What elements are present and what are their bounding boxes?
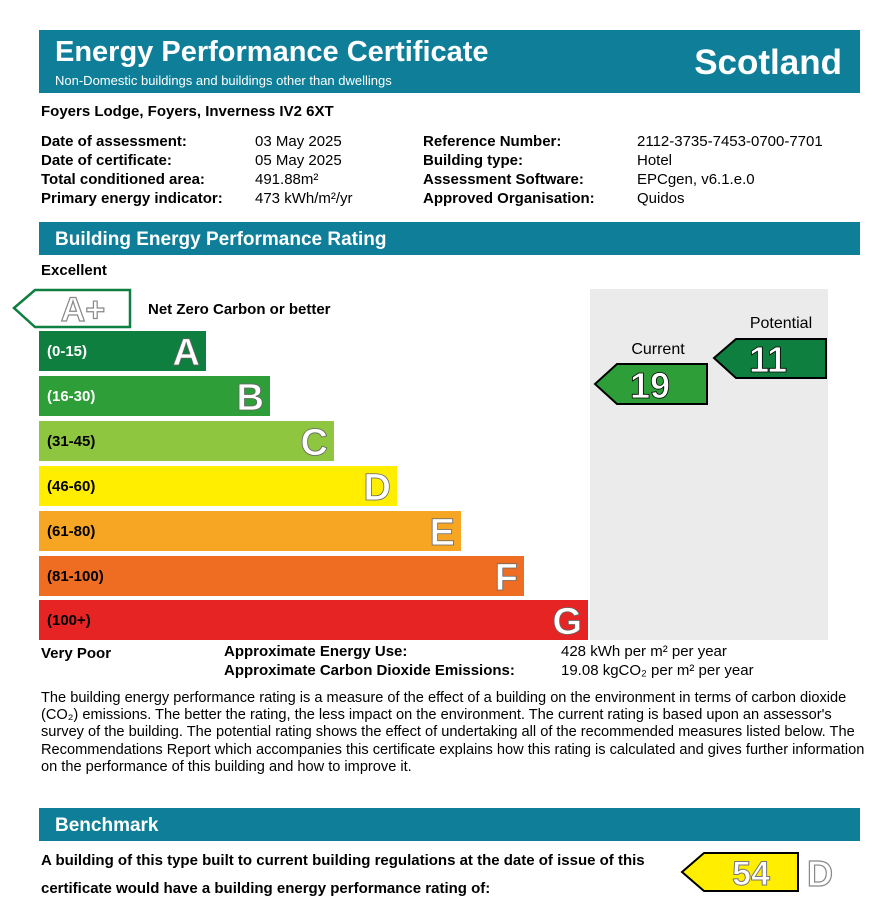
- band-range: (46-60): [47, 478, 96, 495]
- net-zero-letter: A+: [60, 291, 106, 329]
- band-range: (61-80): [47, 523, 96, 540]
- detail-label: Approved Organisation:: [423, 190, 595, 207]
- co2-value: 19.08 kgCO₂ per m² per year: [561, 662, 754, 679]
- current-rating-value: 19: [629, 365, 671, 406]
- band-a: [39, 331, 206, 374]
- band-b: [39, 376, 270, 419]
- current-label: Current: [631, 341, 685, 358]
- band-bar: [39, 600, 588, 640]
- detail-value: 2112-3735-7453-0700-7701: [637, 133, 823, 150]
- band-letter: D: [363, 467, 391, 509]
- excellent-label: Excellent: [41, 262, 107, 279]
- country-label: Scotland: [694, 43, 842, 82]
- net-zero-band: [14, 290, 130, 329]
- detail-value: 473 kWh/m²/yr: [255, 190, 353, 207]
- benchmark-value: 54: [732, 855, 770, 893]
- certificate-subtitle: Non-Domestic buildings and buildings other than dwellings: [55, 73, 392, 88]
- detail-value: Quidos: [637, 190, 685, 207]
- band-e: [39, 511, 461, 554]
- detail-value: Hotel: [637, 152, 673, 169]
- detail-label: Building type:: [423, 152, 523, 169]
- band-f: [39, 556, 524, 599]
- potential-rating-value: 11: [748, 339, 788, 380]
- certificate-title: Energy Performance Certificate: [55, 36, 489, 68]
- detail-value: 03 May 2025: [255, 133, 342, 150]
- band-bar: [39, 511, 461, 551]
- detail-label: Date of certificate:: [41, 152, 172, 169]
- energy-use-value: 428 kWh per m² per year: [561, 643, 727, 660]
- band-range: (0-15): [47, 343, 88, 360]
- benchmark-text: A building of this type built to current building regulations at the date of issue of this certificate would have a building energy performance rating of:: [41, 852, 645, 897]
- band-range: (31-45): [47, 433, 96, 450]
- detail-label: Reference Number:: [423, 133, 562, 150]
- benchmark-rating: [670, 848, 840, 898]
- benchmark-letter: D: [807, 853, 833, 894]
- band-letter: G: [552, 601, 582, 643]
- band-letter: F: [494, 557, 518, 599]
- very-poor-label: Very Poor: [41, 645, 112, 662]
- detail-label: Total conditioned area:: [41, 171, 205, 188]
- band-range: (81-100): [47, 568, 104, 585]
- band-letter: B: [236, 377, 264, 419]
- band-g: [39, 600, 588, 643]
- detail-value: 05 May 2025: [255, 152, 342, 169]
- energy-use-label: Approximate Energy Use:: [224, 643, 408, 660]
- band-d: [39, 466, 397, 509]
- band-bar: [39, 556, 524, 596]
- band-range: (100+): [47, 612, 91, 629]
- property-address: Foyers Lodge, Foyers, Inverness IV2 6XT: [41, 103, 334, 120]
- potential-label: Potential: [749, 315, 813, 332]
- rating-section-title: Building Energy Performance Rating: [55, 229, 387, 250]
- benchmark-section-title: Benchmark: [55, 815, 159, 836]
- detail-value: 491.88m²: [255, 171, 319, 188]
- detail-label: Assessment Software:: [423, 171, 584, 188]
- band-c: [39, 421, 334, 464]
- detail-label: Date of assessment:: [41, 133, 187, 150]
- detail-value: EPCgen, v6.1.e.0: [637, 171, 755, 188]
- benchmark-section-banner: [39, 808, 860, 841]
- band-letter: A: [172, 332, 200, 374]
- band-letter: C: [300, 422, 328, 464]
- rating-description: The building energy performance rating is a measure of the effect of a building on the environment in terms of carbon dioxide (CO₂) emissions. The better the rating, the less impact on the environment. The current rating is based upon an assessor's survey of the building. The potential rating shows the effect of undertaking all of the recommended measures listed below. The Recommendations Report which accompanies this certificate explains how this rating is calculated and gives further information on the performance of this building and how to improve it.: [41, 690, 865, 775]
- co2-label: Approximate Carbon Dioxide Emissions:: [224, 662, 515, 679]
- band-range: (16-30): [47, 388, 96, 405]
- net-zero-label: Net Zero Carbon or better: [148, 301, 331, 318]
- detail-label: Primary energy indicator:: [41, 190, 223, 207]
- band-letter: E: [429, 512, 455, 554]
